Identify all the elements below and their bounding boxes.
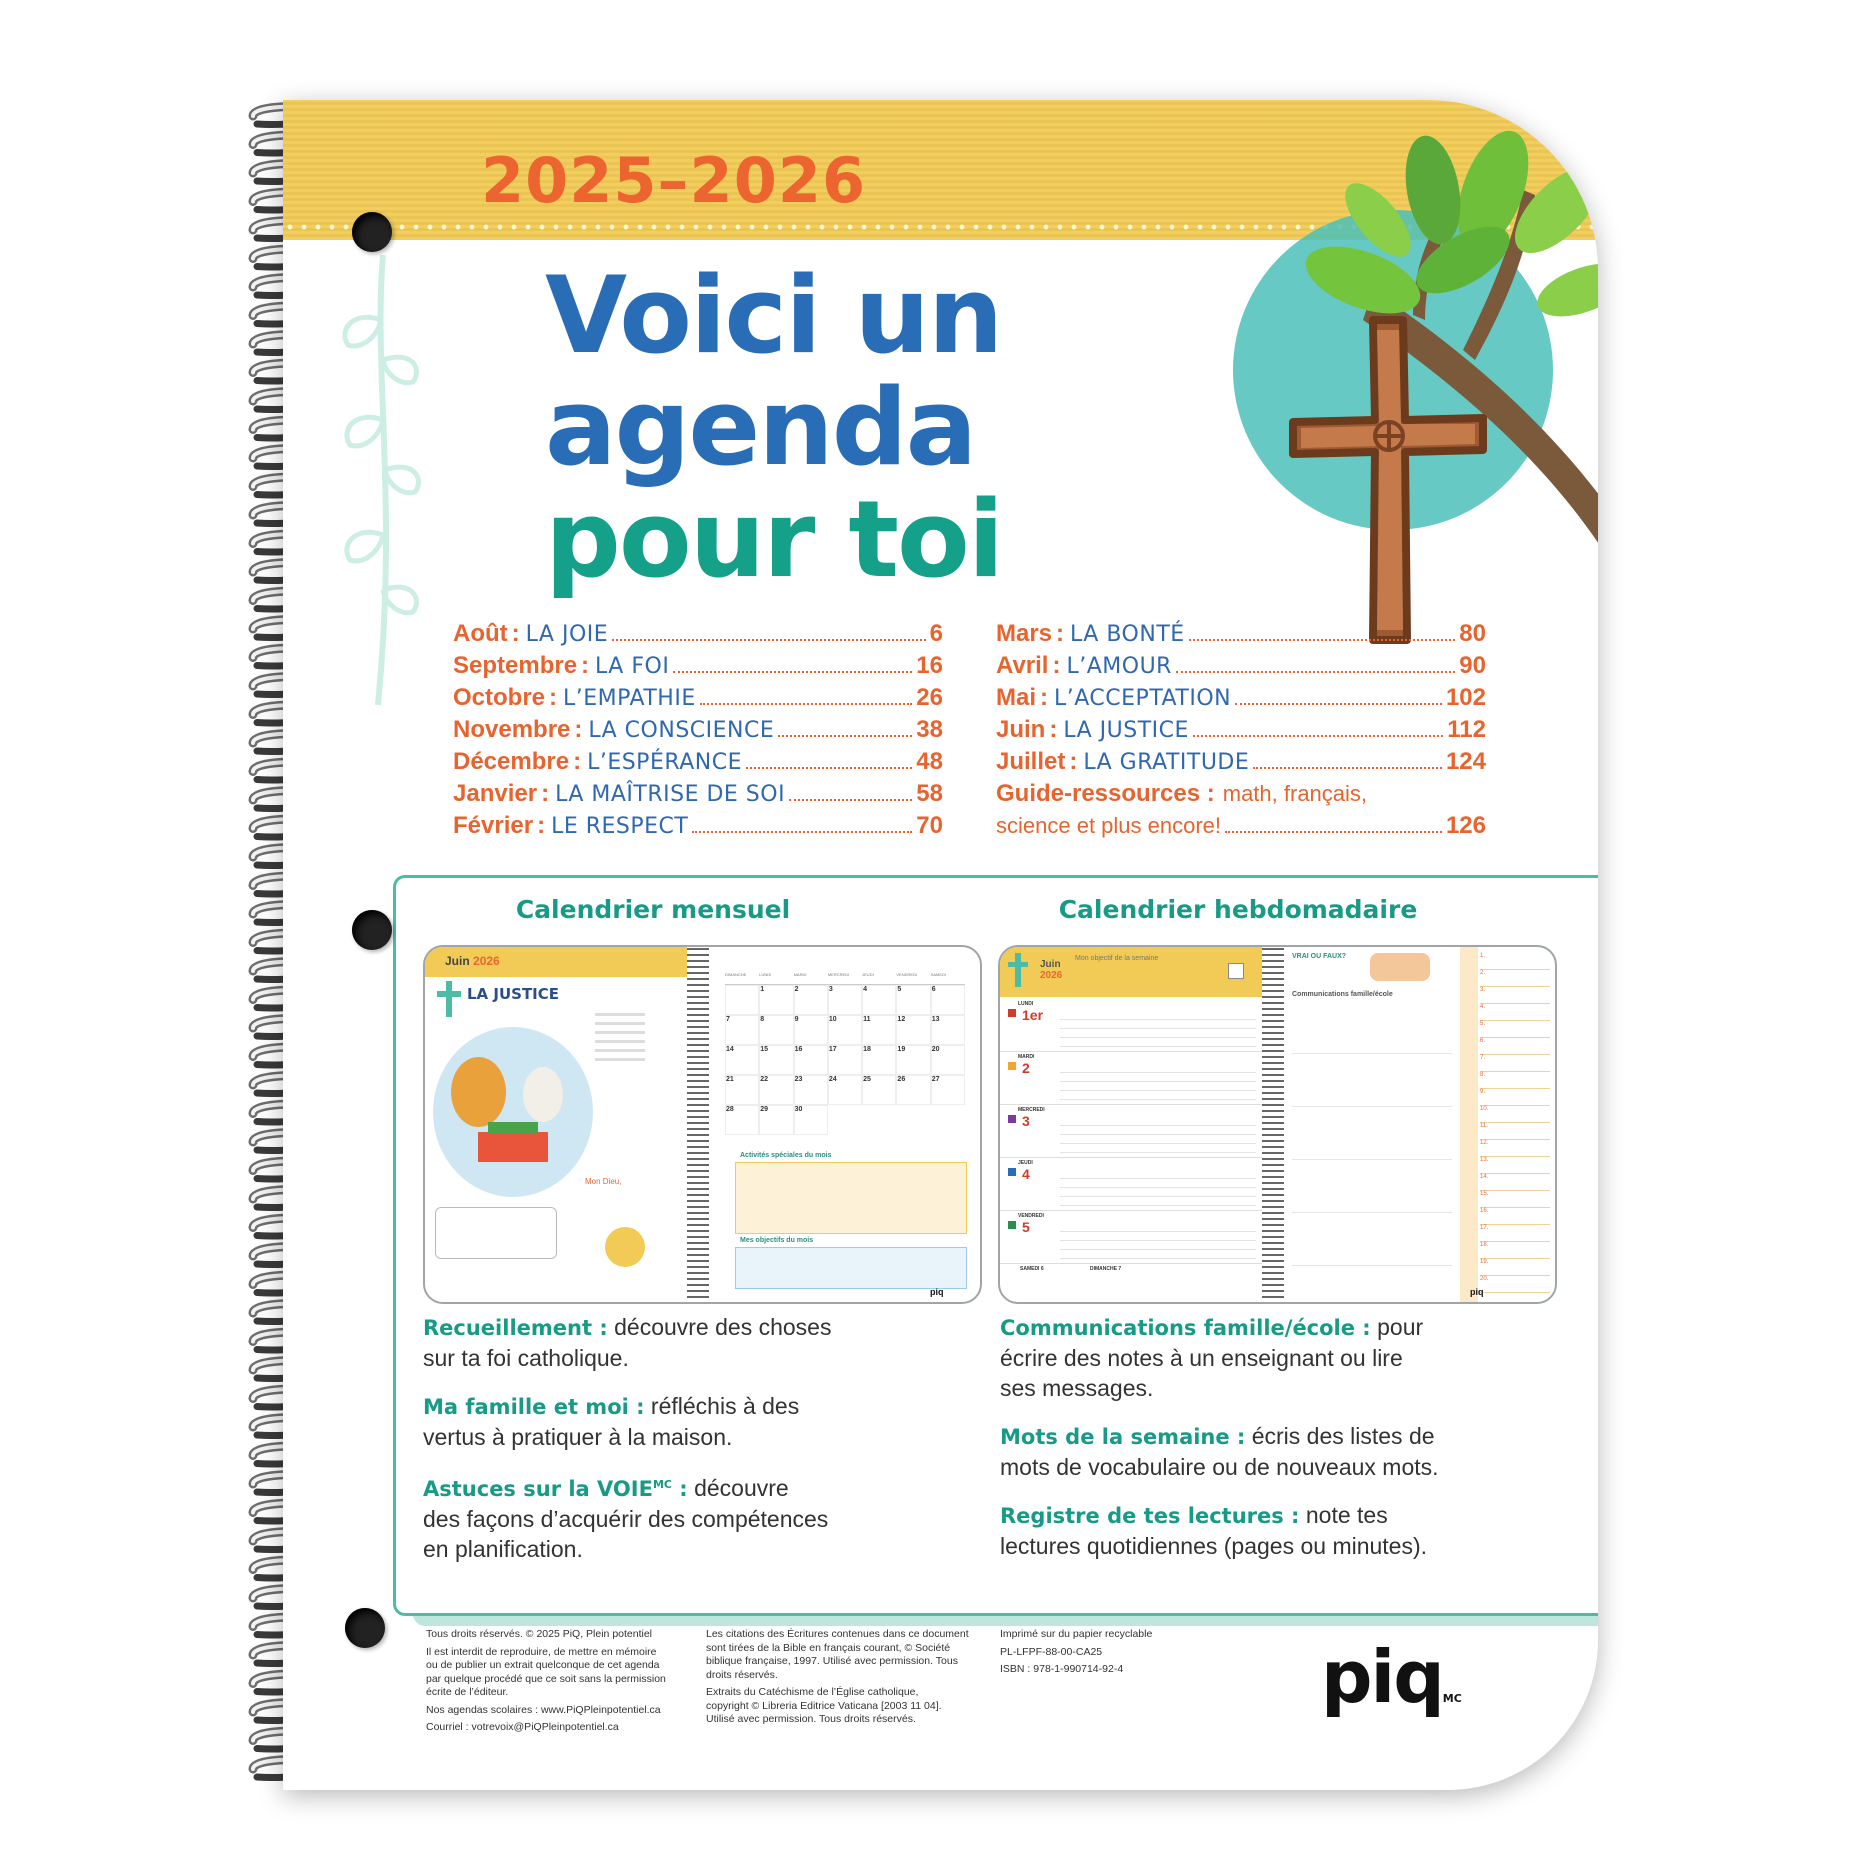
toc-page: 6: [929, 620, 943, 647]
piq-logo: piqMC: [1321, 1635, 1462, 1719]
feature-mots: Mots de la semaine : écris des listes de mots de vocabulaire ou de nouveaux mots.: [1000, 1423, 1439, 1480]
vine-decoration: [323, 250, 433, 710]
date-cell: 12: [896, 1015, 930, 1045]
week-day-row: JEUDI 4: [1000, 1158, 1262, 1211]
footer-citations: Les citations des Écritures contenues dans ce document sont tirées de la Bible en français courant, © Société biblique française, 1997. Utilisé avec permission. Tous droits réservés. Extraits du Catéchisme de l’Église catholique, copyright © Libreria Editrice Vaticana [2003 11 04]. Utilisé avec permission. Tous droits réservés.: [706, 1628, 969, 1725]
weekly-goal: Mon objectif de la semaine: [1075, 955, 1159, 962]
toc-month: Novembre: [453, 716, 571, 743]
weekly-true-false: VRAI OU FAUX?: [1292, 953, 1347, 960]
day-header: VENDREDI: [896, 972, 930, 985]
toc-page: 48: [916, 748, 943, 775]
week-day-row: VENDREDI 5: [1000, 1211, 1262, 1264]
feature-recueillement: Recueillement : découvre des choses sur ta foi catholique.: [423, 1314, 832, 1371]
toc-leader: [1225, 831, 1442, 833]
toc-leader: [789, 799, 912, 801]
weekly-comms: Communications famille/école: [1292, 991, 1393, 998]
thumb-theme: LA JUSTICE: [467, 985, 560, 1003]
toc-leader: [612, 639, 925, 641]
toc-page: 112: [1447, 716, 1486, 743]
toc-leader: [673, 671, 912, 673]
footer-copyright: Tous droits réservés. © 2025 PiQ, Plein potentiel Il est interdit de reproduire, de mettre en mémoire ou de publier un extrait quelconque de cet agenda par quelque procédé que ce soit sans la permission écrite de l’éditeur. Nos agendas scolaires : www.PiQPleinpotentiel.ca Courriel : votrevoix@PiQPleinpotentiel.ca: [426, 1628, 666, 1733]
weekly-spiral: [1262, 947, 1284, 1302]
title-line-3: pour toi: [545, 478, 1003, 601]
words-column: [1460, 947, 1478, 1302]
toc-leader: [1253, 767, 1442, 769]
toc-leader: [778, 735, 912, 737]
date-cell: 28: [725, 1105, 759, 1135]
title-line-1: Voici un: [545, 254, 1002, 377]
reading-line: 5.: [1480, 1021, 1550, 1038]
toc-page: 58: [916, 780, 943, 807]
day-header: JEUDI: [862, 972, 896, 985]
toc-month: Juillet: [996, 748, 1066, 775]
toc-month: Septembre: [453, 652, 578, 679]
cross-icon: [437, 981, 461, 1017]
punch-hole: [352, 212, 392, 252]
toc-page: 90: [1459, 652, 1486, 679]
date-cell: 1: [759, 985, 793, 1015]
toc-theme: LA GRATITUDE: [1083, 750, 1250, 775]
toc-colon: :: [1040, 684, 1049, 711]
date-cell: 30: [794, 1105, 828, 1135]
toc-page: 70: [916, 812, 943, 839]
toc-theme: LA FOI: [595, 654, 670, 679]
toc-month: Décembre: [453, 748, 570, 775]
toc-colon: :: [1052, 652, 1061, 679]
toc-guide: [996, 780, 1486, 812]
day-header: MARDI: [794, 972, 828, 985]
comms-area: [1292, 1001, 1452, 1271]
toc-colon: :: [581, 652, 590, 679]
date-cell: 27: [931, 1075, 965, 1105]
date-cell: 20: [931, 1045, 965, 1075]
reading-line: 1.: [1480, 953, 1550, 970]
lion-illustration: [433, 1027, 593, 1197]
toc-month: Octobre: [453, 684, 546, 711]
reading-line: 6.: [1480, 1038, 1550, 1055]
toc-page: 26: [916, 684, 943, 711]
date-cell: 18: [862, 1045, 896, 1075]
date-cell: 8: [759, 1015, 793, 1045]
toc-month: Juin: [996, 716, 1046, 743]
date-cell: 13: [931, 1015, 965, 1045]
footer-isbn: Imprimé sur du papier recyclable PL-LFPF-88-00-CA25 ISBN : 978-1-990714-92-4: [1000, 1628, 1153, 1675]
weekly-calendar-preview: [998, 945, 1557, 1304]
toc-colon: :: [1049, 716, 1058, 743]
toc-entry: [453, 780, 943, 812]
toc-leader: [700, 703, 913, 705]
toc-theme: LA CONSCIENCE: [588, 718, 775, 743]
toc-colon: :: [549, 684, 558, 711]
punch-hole: [345, 1608, 385, 1648]
child-avatar: [605, 1227, 645, 1267]
toc-entry: [453, 620, 943, 652]
cover-title: [545, 254, 1003, 601]
toc-colon: :: [574, 716, 583, 743]
week-day-row: MARDI 2: [1000, 1052, 1262, 1105]
toc-colon: :: [511, 620, 520, 647]
toc-page: 124: [1445, 748, 1486, 775]
date-cell: 25: [862, 1075, 896, 1105]
date-cell: 23: [794, 1075, 828, 1105]
toc-entry: [453, 684, 943, 716]
reading-line: 19.: [1480, 1259, 1550, 1276]
toc-leader: [1189, 639, 1456, 641]
toc-leader: [1176, 671, 1455, 673]
weekly-cross-icon: [1008, 953, 1028, 987]
reading-line: 3.: [1480, 987, 1550, 1004]
title-line-2: agenda: [545, 366, 976, 489]
toc-theme: L’EMPATHIE: [563, 686, 696, 711]
day-header: LUNDI: [759, 972, 793, 985]
monthly-calendar-title: Calendrier mensuel: [515, 895, 791, 924]
reading-line: 12.: [1480, 1140, 1550, 1157]
activities-box: [735, 1162, 967, 1234]
toc-month: Mars: [996, 620, 1053, 647]
toc-entry: [996, 620, 1486, 652]
toc-month: Mai: [996, 684, 1037, 711]
date-cell: 26: [896, 1075, 930, 1105]
date-cell: 7: [725, 1015, 759, 1045]
toc-entry: [996, 652, 1486, 684]
date-cell: 5: [896, 985, 930, 1015]
toc-page: 38: [916, 716, 943, 743]
toc-entry: [453, 812, 943, 844]
tip-box: [435, 1207, 557, 1259]
reading-line: 9.: [1480, 1089, 1550, 1106]
toc-entry: [996, 684, 1486, 716]
date-cell: 24: [828, 1075, 862, 1105]
feature-registre: Registre de tes lectures : note tes lectures quotidiennes (pages ou minutes).: [1000, 1502, 1428, 1559]
reading-line: 8.: [1480, 1072, 1550, 1089]
features-right: [1000, 1312, 1500, 1579]
goal-checkbox: [1228, 963, 1244, 979]
reading-line: 20.: [1480, 1276, 1550, 1293]
weekly-month: Juin: [1040, 959, 1061, 970]
reading-line: 13.: [1480, 1157, 1550, 1174]
monthly-calendar-preview: [423, 945, 982, 1304]
reading-line: 2.: [1480, 970, 1550, 987]
reading-line: 15.: [1480, 1191, 1550, 1208]
date-cell: 15: [759, 1045, 793, 1075]
toc-theme: L’AMOUR: [1066, 654, 1172, 679]
toc-month: Avril: [996, 652, 1049, 679]
date-cell: 21: [725, 1075, 759, 1105]
weekly-days: [1000, 999, 1262, 1299]
toc-guide-label: Guide-ressources :: [996, 780, 1215, 807]
toc-colon: :: [1056, 620, 1065, 647]
toc-leader: [1193, 735, 1443, 737]
toc-month: Janvier: [453, 780, 538, 807]
toc-theme: L’ESPÉRANCE: [587, 750, 743, 775]
thumb-month: Juin: [445, 954, 470, 968]
date-cell: 19: [896, 1045, 930, 1075]
toc-colon: :: [573, 748, 582, 775]
date-cell: 9: [794, 1015, 828, 1045]
week-day-row: MERCREDI 3: [1000, 1105, 1262, 1158]
toc-page: 80: [1459, 620, 1486, 647]
thumb-objectives: Mes objectifs du mois: [740, 1237, 814, 1244]
toc-guide-page: 126: [1445, 812, 1486, 839]
reading-line: 11.: [1480, 1123, 1550, 1140]
toc-guide-2: [996, 812, 1486, 844]
toc-month: Août: [453, 620, 508, 647]
toc-left: [453, 620, 943, 844]
thumb-spiral: [687, 947, 709, 1302]
month-grid: [725, 972, 965, 1142]
weekly-calendar-title: Calendrier hebdomadaire: [1058, 895, 1418, 924]
agenda-page: [283, 100, 1598, 1790]
thumb-activities: Activités spéciales du mois: [740, 1152, 832, 1159]
toc-theme: LA JOIE: [525, 622, 609, 647]
date-cell: 11: [862, 1015, 896, 1045]
reading-line: 7.: [1480, 1055, 1550, 1072]
feature-ma-famille: Ma famille et moi : réfléchis à des vertus à pratiquer à la maison.: [423, 1393, 800, 1450]
toc-entry: [453, 716, 943, 748]
toc-guide-line2: science et plus encore!: [996, 813, 1222, 838]
date-cell: 2: [794, 985, 828, 1015]
weekly-year: 2026: [1040, 970, 1063, 981]
features-left: [423, 1312, 893, 1582]
toc-guide-line1: math, français,: [1222, 781, 1368, 806]
reading-line: 14.: [1480, 1174, 1550, 1191]
school-year: 2025–2026: [481, 144, 867, 217]
date-cell: 3: [828, 985, 862, 1015]
reading-line: 18.: [1480, 1242, 1550, 1259]
thumb-prayer: Mon Dieu,: [585, 1177, 622, 1186]
date-cell: 14: [725, 1045, 759, 1075]
date-cell: 10: [828, 1015, 862, 1045]
toc-entry: [996, 716, 1486, 748]
text-lines: [595, 1007, 645, 1127]
toc-theme: L’ACCEPTATION: [1054, 686, 1232, 711]
reading-line: 10.: [1480, 1106, 1550, 1123]
toc-colon: :: [541, 780, 550, 807]
toc-leader: [1235, 703, 1442, 705]
feature-astuces: Astuces sur la $VOIE^{MC}$ : découvre des façons d’acquérir des compétences en planification.: [423, 1475, 829, 1562]
date-cell: 17: [828, 1045, 862, 1075]
date-cell: 6: [931, 985, 965, 1015]
toc-right: [996, 620, 1486, 844]
day-header: DIMANCHE: [725, 972, 759, 985]
objectives-box: [735, 1247, 967, 1289]
reading-line: 16.: [1480, 1208, 1550, 1225]
reading-log: [1480, 953, 1550, 1283]
toc-theme: LA MAÎTRISE DE SOI: [555, 782, 786, 807]
date-cell: 22: [759, 1075, 793, 1105]
day-header: MERCREDI: [828, 972, 862, 985]
date-cell: 29: [759, 1105, 793, 1135]
toc-month: Février: [453, 812, 534, 839]
toc-leader: [746, 767, 912, 769]
toc-colon: :: [537, 812, 546, 839]
toc-theme: LA JUSTICE: [1063, 718, 1189, 743]
toc-colon: :: [1069, 748, 1078, 775]
reading-line: 17.: [1480, 1225, 1550, 1242]
toc-entry: [996, 748, 1486, 780]
day-header: SAMEDI: [931, 972, 965, 985]
handshake-illustration: [1370, 953, 1430, 981]
date-cell: 4: [862, 985, 896, 1015]
toc-theme: LE RESPECT: [551, 814, 689, 839]
toc-page: 16: [916, 652, 943, 679]
toc-entry: [453, 652, 943, 684]
punch-hole: [352, 910, 392, 950]
toc-leader: [692, 831, 912, 833]
weekend-row: SAMEDI 6 DIMANCHE 7: [1020, 1266, 1122, 1272]
week-day-row: LUNDI 1er: [1000, 999, 1262, 1052]
reading-line: 4.: [1480, 1004, 1550, 1021]
thumb-brand: piq: [930, 1287, 944, 1297]
feature-communications: Communications famille/école : pour écrire des notes à un enseignant ou lire ses messages.: [1000, 1314, 1424, 1401]
date-cell: 16: [794, 1045, 828, 1075]
toc-page: 102: [1445, 684, 1486, 711]
weekly-brand: piq: [1470, 1287, 1484, 1297]
toc-entry: [453, 748, 943, 780]
thumb-year: 2026: [473, 954, 500, 968]
toc-theme: LA BONTÉ: [1070, 622, 1185, 647]
empty-cell: [725, 985, 759, 1015]
